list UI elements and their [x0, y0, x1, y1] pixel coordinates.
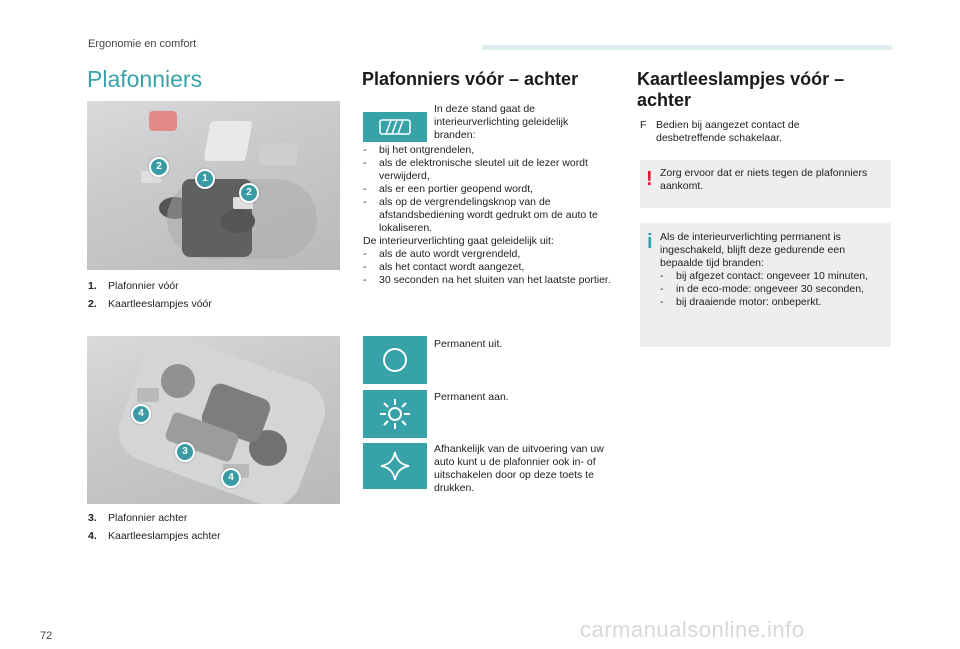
list-item: in de eco-mode: ongeveer 30 seconden,	[676, 283, 864, 295]
page-title: Plafonniers	[87, 66, 203, 92]
section-header: Ergonomie en comfort	[88, 38, 197, 50]
legend-text: Kaartleeslampjes achter	[108, 530, 221, 542]
callout-badge: 2	[149, 157, 169, 177]
touch-toggle-text: Afhankelijk van de uitvoering van uw auto kunt u de plafonnier ook in- of uitschakelen door op deze toets te drukken.	[434, 443, 604, 494]
legend-number: 2.	[88, 298, 97, 310]
warning-text: Zorg ervoor dat er niets tegen de plafonniers aankomt.	[660, 167, 868, 192]
permanent-off-icon	[363, 336, 427, 384]
touch-toggle-icon	[363, 443, 427, 489]
header-accent-bar	[482, 45, 892, 50]
photo2-legend	[88, 512, 221, 542]
off-intro: De interieurverlichting gaat geleidelijk uit:	[363, 235, 554, 247]
permanent-on-text: Permanent aan.	[434, 391, 509, 403]
list-item: als de auto wordt vergrendeld,	[379, 248, 521, 260]
callout-badge: 4	[131, 404, 151, 424]
front-ceiling-lamp-photo	[87, 101, 340, 270]
legend-text: Plafonnier vóór	[108, 280, 179, 292]
list-item: als het contact wordt aangezet,	[379, 261, 525, 273]
legend-number: 1.	[88, 280, 97, 292]
warning-note	[640, 160, 891, 208]
permanent-on-icon	[363, 390, 427, 438]
door-mode-icon	[363, 112, 427, 142]
watermark: carmanualsonline.info	[580, 617, 805, 642]
legend-number: 3.	[88, 512, 97, 524]
list-item: bij het ontgrendelen,	[379, 144, 475, 156]
info-intro: Als de interieurverlichting permanent is ingeschakeld, blijft deze gedurende een bepaalde tijd branden:	[660, 231, 846, 269]
callout-badge: 4	[221, 468, 241, 488]
info-icon: i	[647, 231, 653, 253]
step-marker: F	[640, 119, 647, 131]
list-item: als op de vergrendelingsknop van de afstandsbediening wordt gedrukt om de auto te lokaliseren.	[379, 196, 598, 234]
list-item: 30 seconden na het sluiten van het laatste portier.	[379, 274, 611, 286]
instruction-text: Bedien bij aangezet contact de desbetreffende schakelaar.	[656, 119, 800, 144]
callout-badge: 2	[239, 183, 259, 203]
legend-text: Kaartleeslampjes vóór	[108, 298, 212, 310]
callout-badge: 3	[175, 442, 195, 462]
list-item: als er een portier geopend wordt,	[379, 183, 534, 195]
warning-icon: !	[646, 168, 653, 190]
rear-ceiling-lamp-photo	[87, 336, 340, 504]
map-lamps-title: Kaartleeslampjes vóór – achter	[637, 69, 845, 110]
page-number: 72	[40, 630, 53, 642]
legend-number: 4.	[88, 530, 97, 542]
list-item: bij draaiende motor: onbeperkt.	[676, 296, 822, 308]
photo1-legend	[88, 280, 212, 310]
callout-badge: 1	[195, 169, 215, 189]
info-note	[640, 223, 891, 347]
door-mode-text: In deze stand gaat de interieurverlichting geleidelijk branden:	[434, 103, 569, 141]
instruction-step	[640, 119, 870, 145]
info-content: Als de interieurverlichting permanent is ingeschakeld, blijft deze gedurende een bepaalde tijd branden: - bij afgezet contact: ongeveer 10 minuten, - in de eco-mode: ongeveer 30 seconden, - bij draaiende motor: onbeperkt.	[660, 231, 882, 309]
on-conditions-list: - bij het ontgrendelen, - als de elektronische sleutel uit de lezer wordt verwijderd, - als er een portier geopend wordt, - als op de vergrendelingsknop van de afstandsbediening wordt gedrukt om de auto te lokaliseren. De interieurverlichting gaat geleidelijk uit: - als de auto wordt vergrendeld, - als het contact wordt aangezet, - 30 seconden na het sluiten van het laatste portier.	[363, 144, 613, 287]
permanent-off-text: Permanent uit.	[434, 338, 503, 350]
front-rear-lamps-title: Plafonniers vóór – achter	[362, 69, 579, 89]
list-item: bij afgezet contact: ongeveer 10 minuten,	[676, 270, 869, 282]
list-item: als de elektronische sleutel uit de lezer wordt verwijderd,	[379, 157, 588, 182]
legend-text: Plafonnier achter	[108, 512, 188, 524]
